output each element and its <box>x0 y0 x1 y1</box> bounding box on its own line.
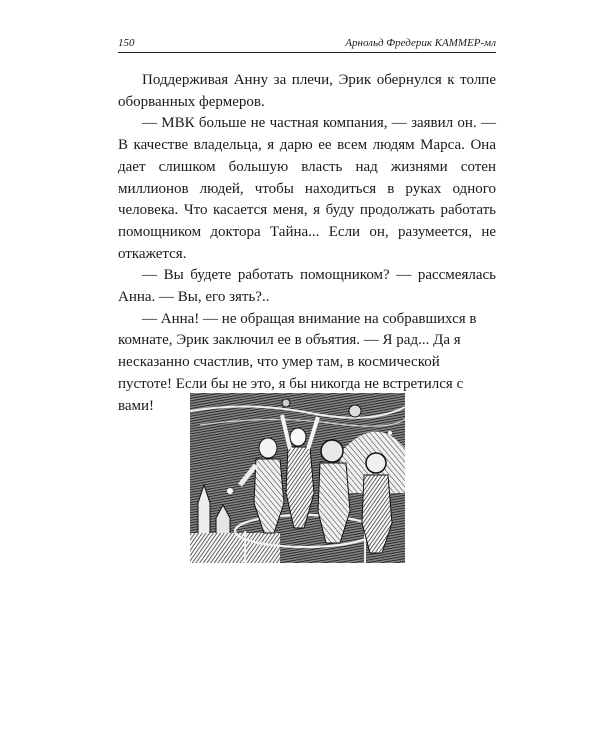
paragraph-4: — Анна! — не обращая внимание на собравшихся в комнате, Эрик заключил ее в объятия. — Я рад... Да я несказанно счастлив, что умер там, в космической пустоте! Если бы не это, я бы никогда не встретился с вами! <box>118 310 477 414</box>
paragraph-1: Поддерживая Анну за плечи, Эрик обернулся к толпе оборванных фермеров. <box>118 72 496 110</box>
engraving-illustration-icon <box>190 393 405 563</box>
running-head <box>118 34 496 52</box>
paragraph-3: — Вы будете работать помощником? — рассмеялась Анна. — Вы, его зять?.. <box>118 267 496 306</box>
paragraph-2: — МВК больше не частная компания, — заявил он. — В качестве владельца, я дарю ее всем людям Марса. Она дает слишком большую власть над жизнями сотен миллионов людей, чтобы находиться в руках одного человека. Что касается меня, я буду продолжать работать помощником доктора Тайна... Если он, разумеется, не откажется. <box>118 115 496 262</box>
running-title: Арнольд Фредерик КАММЕР-мл <box>345 37 496 49</box>
page-number: 150 <box>118 37 135 49</box>
body-text <box>118 70 496 417</box>
header-rule <box>118 52 496 53</box>
